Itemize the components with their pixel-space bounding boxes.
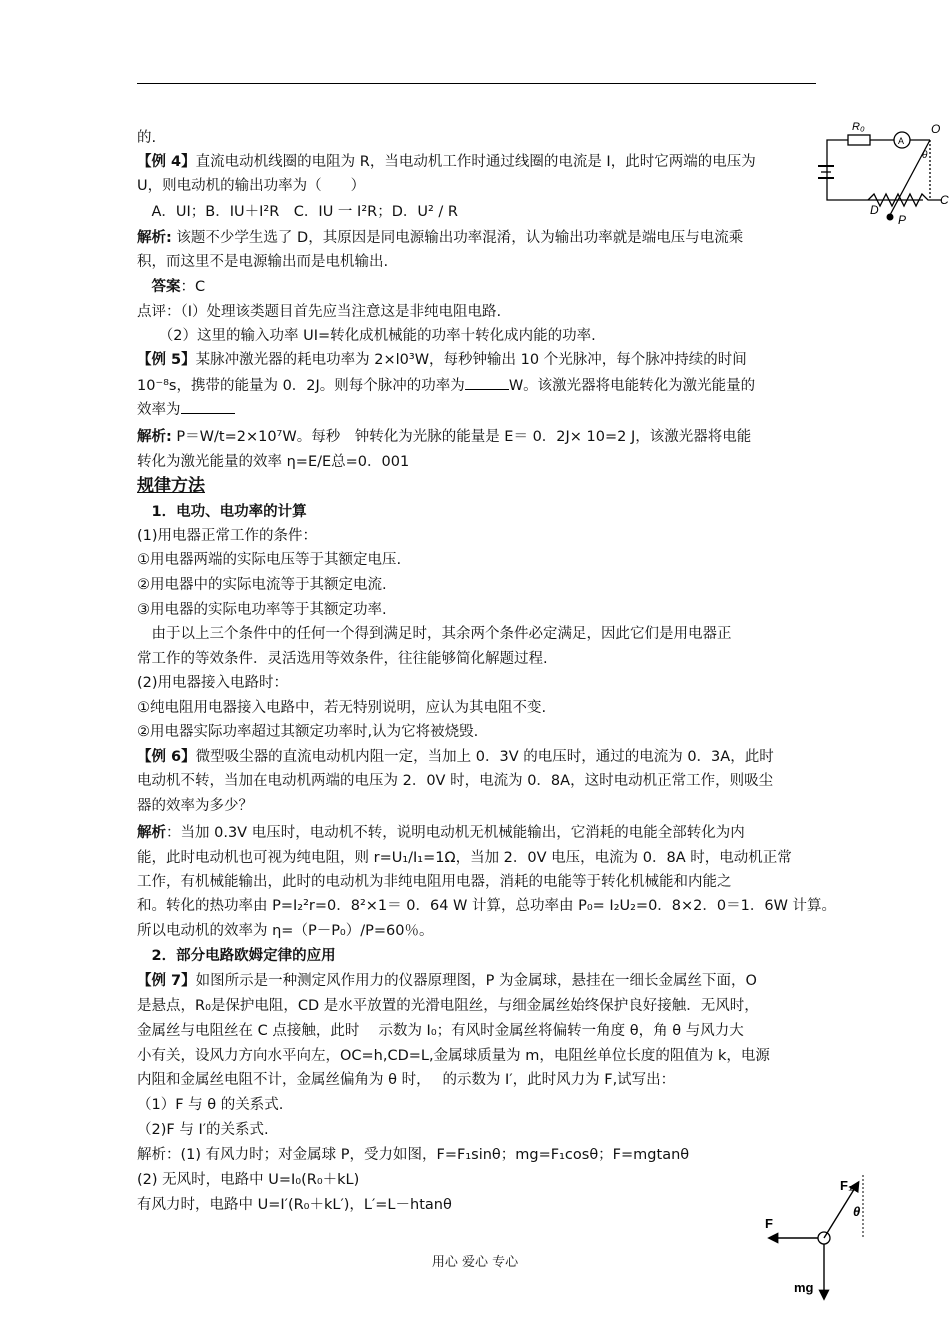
text-line: 有风力时，电路中 U=I′(R₀＋kL′)，L′=L－htanθ: [137, 1197, 452, 1213]
text-line: A．UI；B．IU＋I²R C．IU 一 I²R；D．U² / R: [137, 204, 458, 220]
subsection-heading: 1．电功、电功率的计算: [137, 504, 307, 520]
text: ：当加 0.3V 电压时，电动机不转，说明电动机无机械能输出，它消耗的电能全部转化为内: [166, 825, 745, 841]
text-line: 积，而这里不是电源输出而是电机输出.: [137, 254, 389, 270]
text-line: ①用电器两端的实际电压等于其额定电压.: [137, 552, 402, 568]
label-c: C: [940, 193, 949, 207]
text-line: 工作，有机械能输出，此时的电动机为非纯电阻用电器，消耗的电能等于转化机械能和内能之: [137, 874, 732, 890]
text-line: 电动机不转，当加在电动机两端的电压为 2．0V 时，电流为 0．8A，这时电动机正常工作，则吸尘: [137, 773, 774, 789]
text-line: [137, 747, 774, 767]
section-heading: 规律方法: [137, 476, 205, 496]
example-label: 【例 4】: [137, 154, 196, 170]
text-line: [137, 823, 745, 843]
example-label: 【例 6】: [137, 749, 196, 765]
label-d: D: [870, 203, 879, 217]
text-line: 金属丝与电阻丝在 C 点接触，此时 示数为 I₀；有风时金属丝将偏转一角度 θ，角 θ 与风力大: [137, 1023, 744, 1039]
text-line: 是悬点，R₀是保护电阻，CD 是水平放置的光滑电阻丝，与细金属丝始终保护良好接触．无风时，: [137, 998, 759, 1014]
metal-ball-p: [887, 214, 894, 221]
subsection-heading: 2．部分电路欧姆定律的应用: [137, 948, 336, 964]
text-line: 转化为激光能量的效率 η=E/E总=0．001: [137, 454, 410, 470]
text-line: ②用电器实际功率超过其额定功率时,认为它将被烧毁.: [137, 724, 479, 740]
force-diagram: [760, 1170, 880, 1304]
label-ammeter: A: [898, 136, 905, 146]
label-f1: F₁: [840, 1178, 854, 1193]
text-line: 常工作的等效条件．灵活选用等效条件，往往能够简化解题过程.: [137, 651, 548, 667]
text-line: 器的效率为多少？: [137, 798, 253, 814]
text-line: （2）这里的输入功率 UI=转化成机械能的功率十转化成内能的功率.: [137, 328, 596, 344]
text: 该题不少学生选了 D，其原因是同电源输出功率混淆，认为输出功率就是端电压与电流乘: [171, 230, 744, 246]
text: 直流电动机线圈的电阻为 R，当电动机工作时通过线圈的电流是 I，此时它两端的电压为: [195, 154, 756, 170]
text-line: (1)用电器正常工作的条件：: [137, 528, 318, 544]
text-line: U，则电动机的输出功率为（ ）: [137, 178, 366, 194]
text-line: ②用电器中的实际电流等于其额定电流.: [137, 577, 387, 593]
text: ：C: [180, 279, 206, 295]
label-mg: mg: [794, 1280, 814, 1295]
analysis-label: 解析: [137, 825, 166, 841]
label-f: F: [765, 1216, 773, 1231]
text-line: 所以电动机的效率为 η=（P－P₀）/P=60％。: [137, 923, 434, 939]
text-line: 和。转化的热功率由 P=I₂²r=0．8²×1＝ 0．64 W 计算，总功率由 P₀= I₂U₂=0．8×2．0＝1．6W 计算。: [137, 898, 837, 914]
text-line: [137, 427, 751, 447]
text-line: [137, 277, 205, 297]
text: 效率为: [137, 402, 181, 418]
text: P＝W/t=2×10⁷W。每秒 钟转化为光脉的能量是 E＝ 0．2J× 10=2 J，该激光器将电能: [171, 429, 752, 445]
text-line: 由于以上三个条件中的任何一个得到满足时，其余两个条件必定满足，因此它们是用电器正: [137, 626, 732, 642]
text-line: (2) 无风时，电路中 U=I₀(R₀＋kL): [137, 1172, 360, 1188]
label-r0: R₀: [852, 121, 865, 133]
label-theta: θ: [922, 150, 928, 161]
circuit-diagram: [818, 118, 950, 230]
text: 如图所示是一种测定风作用力的仪器原理图，P 为金属球，悬挂在一细长金属丝下面，O: [195, 973, 757, 989]
answer-blank: [181, 399, 235, 414]
answer-blank: [465, 375, 509, 390]
analysis-label: 解析:: [137, 230, 172, 246]
text-line: [137, 152, 756, 172]
text-line: 能，此时电动机也可视为纯电阻，则 r=U₁/I₁=1Ω，当加 2．0V 电压，电流为 0．8A 时，电动机正常: [137, 850, 792, 866]
text-line: 小有关，设风力方向水平向左，OC=h,CD=L,金属球质量为 m，电阻丝单位长度的阻值为 k，电源: [137, 1048, 770, 1064]
text: W。该激光器将电能转化为激光能量的: [508, 378, 756, 394]
label-theta: θ: [853, 1204, 861, 1219]
text-line: [137, 399, 235, 420]
text-line: [137, 350, 747, 370]
text-line: 点评：（I）处理该类题目首先应当注意这是非纯电阻电路.: [137, 304, 502, 320]
text-line: [137, 971, 757, 991]
text-line: 内阻和金属丝电阻不计，金属丝偏角为 θ 时， 的示数为 I′，此时风力为 F,试写出：: [137, 1072, 676, 1088]
analysis-label: 解析:: [137, 429, 172, 445]
text-line: [137, 228, 743, 248]
text: 某脉冲激光器的耗电功率为 2×l0³W，每秒钟输出 10 个光脉冲，每个脉冲持续的时间: [195, 352, 747, 368]
label-o: O: [931, 122, 941, 136]
text: 10⁻⁸s，携带的能量为 0．2J。则每个脉冲的功率为: [137, 378, 465, 394]
answer-label: 答案: [137, 279, 181, 295]
page-footer: 用心 爱心 专心: [431, 1255, 519, 1270]
example-label: 【例 7】: [137, 973, 196, 989]
example-label: 【例 5】: [137, 352, 196, 368]
text-line: ①纯电阻用电器接入电路中，若无特别说明，应认为其电阻不变.: [137, 700, 547, 716]
label-p: P: [898, 213, 907, 227]
resistor-r0: [848, 135, 870, 145]
text-line: ③用电器的实际电功率等于其额定功率.: [137, 602, 387, 618]
text-line: 解析：(1) 有风力时；对金属球 P，受力如图，F=F₁sinθ；mg=F₁cosθ；F=mgtanθ: [137, 1147, 690, 1163]
text-line: （1）F 与 θ 的关系式.: [137, 1097, 284, 1113]
text-line: （2)F 与 I′的关系式.: [137, 1122, 269, 1138]
text: 微型吸尘器的直流电动机内阻一定，当加上 0．3V 的电压时，通过的电流为 0．3A，此时: [195, 749, 774, 765]
text-line: 的.: [137, 130, 157, 146]
header-rule: [137, 83, 816, 84]
text-line: (2)用电器接入电路时：: [137, 675, 289, 691]
text-line: [137, 375, 755, 396]
